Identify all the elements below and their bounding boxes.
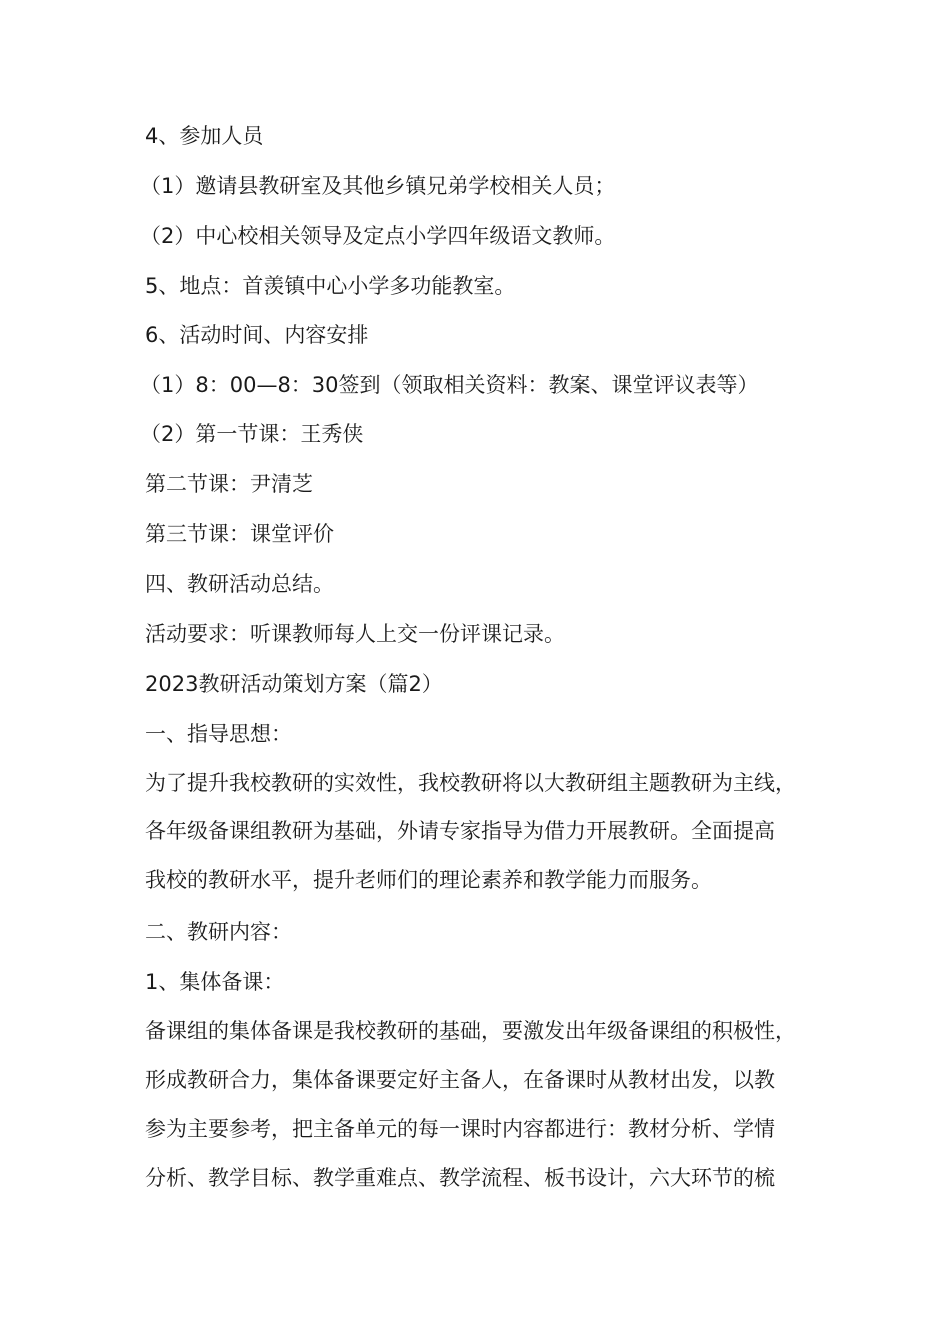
- activity-requirement: 活动要求：听课教师每人上交一份评课记录。: [145, 622, 565, 646]
- guiding-thought-line-2: 各年级备课组教研为基础，外请专家指导为借力开展教研。全面提高: [145, 819, 775, 843]
- schedule-item-3: 第二节课：尹清芝: [145, 472, 313, 496]
- section-location: 5、地点：首羡镇中心小学多功能教室。: [145, 274, 516, 298]
- section-participants-heading: 4、参加人员: [145, 124, 264, 148]
- section-schedule-heading: 6、活动时间、内容安排: [145, 323, 369, 347]
- collective-lesson-prep-heading: 1、集体备课：: [145, 970, 285, 994]
- lesson-prep-line-3: 参为主要参考，把主备单元的每一课时内容都进行：教材分析、学情: [145, 1117, 775, 1141]
- lesson-prep-line-4: 分析、教学目标、教学重难点、教学流程、板书设计，六大环节的梳: [145, 1166, 775, 1190]
- lesson-prep-line-1: 备课组的集体备课是我校教研的基础，要激发出年级备课组的积极性，: [145, 1019, 796, 1043]
- schedule-item-2: （2）第一节课：王秀侠: [140, 422, 364, 446]
- document-title-part-2: 2023教研活动策划方案（篇2）: [145, 672, 443, 696]
- section-summary: 四、教研活动总结。: [145, 572, 334, 596]
- section-research-content-heading: 二、教研内容：: [145, 920, 292, 944]
- section-guiding-thought-heading: 一、指导思想：: [145, 722, 292, 746]
- participants-item-2: （2）中心校相关领导及定点小学四年级语文教师。: [140, 224, 616, 248]
- schedule-item-1: （1）8：00—8：30签到（领取相关资料：教案、课堂评议表等）: [140, 373, 759, 397]
- guiding-thought-line-3: 我校的教研水平，提升老师们的理论素养和教学能力而服务。: [145, 868, 712, 892]
- lesson-prep-line-2: 形成教研合力，集体备课要定好主备人，在备课时从教材出发，以教: [145, 1068, 775, 1092]
- schedule-item-4: 第三节课：课堂评价: [145, 522, 334, 546]
- guiding-thought-line-1: 为了提升我校教研的实效性，我校教研将以大教研组主题教研为主线，: [145, 771, 796, 795]
- participants-item-1: （1）邀请县教研室及其他乡镇兄弟学校相关人员；: [140, 174, 616, 198]
